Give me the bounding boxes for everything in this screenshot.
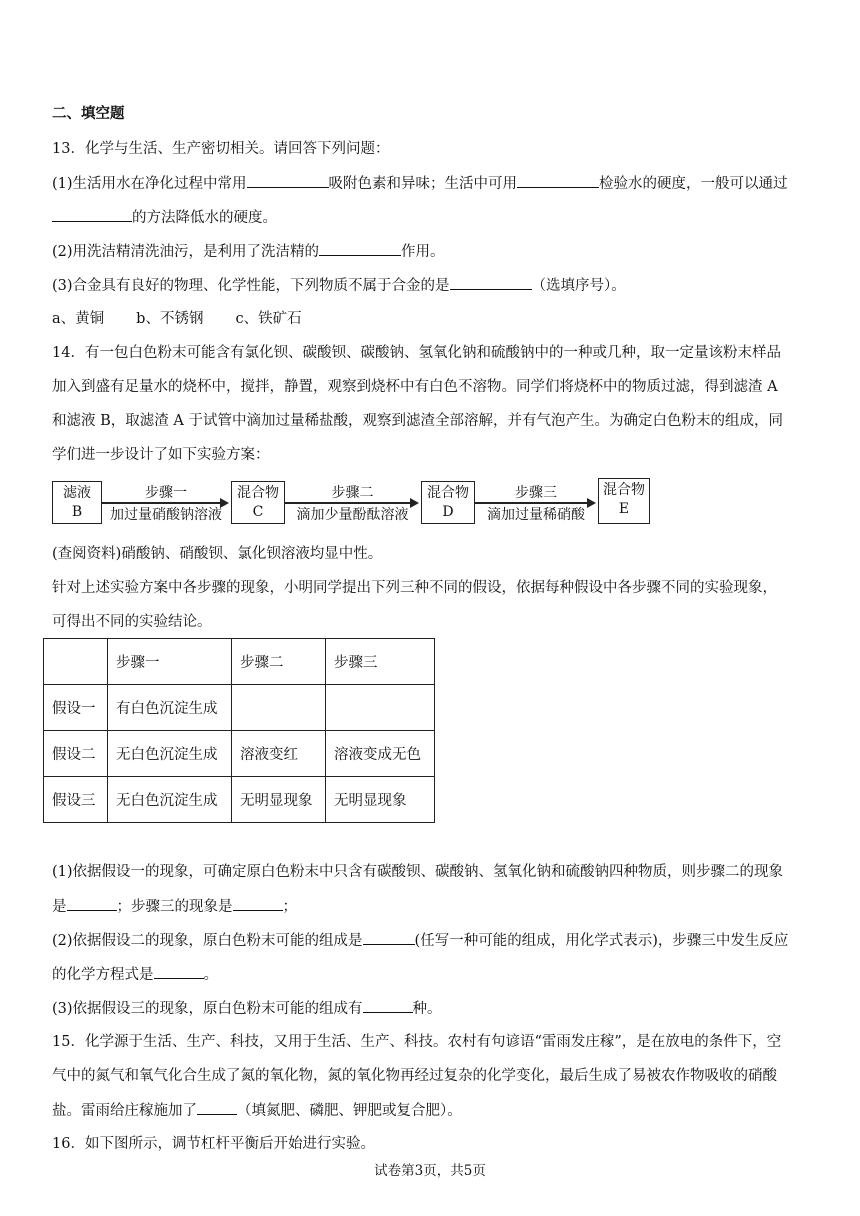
answer-blank[interactable] xyxy=(52,207,132,222)
q15-line2: 气中的氮气和氧气化合生成了氮的氧化物，氮的氧化物再经过复杂的化学变化，最后生成了易被农作物吸收的硝酸 xyxy=(52,1068,777,1084)
q16-line1: 16．如下图所示，调节杠杆平衡后开始进行实验。 xyxy=(52,1136,375,1152)
table-cell: 无白色沉淀生成 xyxy=(108,731,232,777)
flow-box-letter: D xyxy=(442,504,454,520)
answer-blank[interactable] xyxy=(67,896,117,911)
table-cell: 无白色沉淀生成 xyxy=(108,777,232,823)
q13-part3 xyxy=(52,275,626,296)
q14-sub2-text-a: (2)依据假设二的现象，原白色粉末可能的组成是 xyxy=(52,933,363,949)
q14-stem-line1: 14．有一包白色粉末可能含有氯化钡、碳酸钡、碳酸钠、氢氧化钠和硫酸钠中的一种或几种，取一定量该粉末样品 xyxy=(52,345,781,361)
flow-box-letter: B xyxy=(71,504,83,520)
q14-stem-line6: 可得出不同的实验结论。 xyxy=(52,614,212,630)
q13-part1-line1 xyxy=(52,173,788,194)
q13-part3-text-b: （选填序号）。 xyxy=(531,278,626,294)
q13-options xyxy=(52,309,302,329)
q14-sub1-text-b: 是 xyxy=(52,899,67,915)
q13-part2-text-b: 作用。 xyxy=(401,244,445,260)
q14-sub1-text-c: ；步骤三的现象是 xyxy=(116,899,233,915)
flow-box-label: 混合物 xyxy=(603,482,645,498)
flow-box-label: 混合物 xyxy=(427,485,469,501)
answer-blank[interactable] xyxy=(363,998,413,1013)
q13-part1-text-c: 检验水的硬度，一般可以通过 xyxy=(599,176,788,192)
answer-blank[interactable] xyxy=(517,173,599,188)
table-cell xyxy=(44,639,108,685)
q14-sub2-text-b: (任写一种可能的组成，用化学式表示)，步骤三中发生反应 xyxy=(414,933,789,949)
answer-blank[interactable] xyxy=(319,241,401,256)
answer-blank[interactable] xyxy=(197,1100,237,1115)
q14-sub1-text-d: ； xyxy=(282,899,297,915)
q14-sub3-text-a: (3)依据假设三的现象，原白色粉末可能的组成有 xyxy=(52,1001,363,1017)
answer-blank[interactable] xyxy=(233,896,283,911)
q13-part3-text-a: (3)合金具有良好的物理、化学性能，下列物质不属于合金的是 xyxy=(52,278,450,294)
option-c: c、铁矿石 xyxy=(235,311,302,327)
table-cell: 步骤二 xyxy=(232,639,326,685)
table-cell: 无明显现象 xyxy=(326,777,435,823)
flow-box-label: 滤液 xyxy=(63,485,91,501)
q14-stem-line4: 学们进一步设计了如下实验方案： xyxy=(52,447,270,463)
step-3-label: 步骤三 xyxy=(515,485,557,501)
table-cell xyxy=(326,685,435,731)
table-cell xyxy=(232,685,326,731)
table-cell: 假设三 xyxy=(44,777,108,823)
step-2-action: 滴加少量酚酞溶液 xyxy=(296,507,409,523)
table-cell: 有白色沉淀生成 xyxy=(108,685,232,731)
table-cell: 溶液变红 xyxy=(232,731,326,777)
q13-part1-text-b: 吸附色素和异味；生活中可用 xyxy=(328,176,518,192)
q14-sub1-line2 xyxy=(52,896,297,917)
q14-stem-line5: 针对上述实验方案中各步骤的现象，小明同学提出下列三种不同的假设，依据每种假设中各步骤不同的实验现象， xyxy=(52,580,777,596)
q15-line1: 15．化学源于生活、生产、科技，又用于生活、生产、科技。农村有句谚语“雷雨发庄稼”，是在放电的条件下，空 xyxy=(52,1034,782,1050)
q14-sub2-line2 xyxy=(52,964,218,985)
table-cell: 假设二 xyxy=(44,731,108,777)
q13-part1-line2 xyxy=(52,207,277,228)
q14-sub2-text-c: 的化学方程式是 xyxy=(52,967,154,983)
section-title: 二、填空题 xyxy=(52,105,125,122)
table-header-row xyxy=(44,639,435,685)
q13-part2-text-a: (2)用洗洁精清洗油污，是利用了洗洁精的 xyxy=(52,244,320,260)
answer-blank[interactable] xyxy=(363,930,415,945)
q15-text-b: （填氮肥、磷肥、钾肥或复合肥）。 xyxy=(237,1103,462,1119)
flow-box-label: 混合物 xyxy=(237,485,279,501)
answer-blank[interactable] xyxy=(154,964,204,979)
flow-box-filtrate-b xyxy=(52,481,102,524)
table-cell: 无明显现象 xyxy=(232,777,326,823)
q14-sub2-line1 xyxy=(52,930,788,951)
table-cell: 溶液变成无色 xyxy=(326,731,435,777)
step-1-action: 加过量硝酸钠溶液 xyxy=(110,507,222,523)
q15-text-a: 盐。雷雨给庄稼施加了 xyxy=(52,1103,197,1119)
q14-stem-line2: 加入到盛有足量水的烧杯中，搅拌，静置，观察到烧杯中有白色不溶物。同学们将烧杯中的物质过滤，得到滤渣 A xyxy=(52,379,778,395)
hypothesis-table xyxy=(43,638,435,823)
flow-box-mixture-e xyxy=(598,478,650,524)
q13-part1-text-d: 的方法降低水的硬度。 xyxy=(132,210,277,226)
answer-blank[interactable] xyxy=(247,173,329,188)
table-cell: 假设一 xyxy=(44,685,108,731)
q14-sub1-line1: (1)依据假设一的现象，可确定原白色粉末中只含有碳酸钡、碳酸钠、氢氧化钠和硫酸钠四种物质，则步骤二的现象 xyxy=(52,864,784,880)
q13-part1-text-a: (1)生活用水在净化过程中常用 xyxy=(52,176,247,192)
option-b: b、不锈钢 xyxy=(136,311,204,327)
q13-part2 xyxy=(52,241,445,262)
flow-box-mixture-c xyxy=(231,481,285,524)
q14-sub3 xyxy=(52,998,442,1019)
page-footer: 试卷第3页，共5页 xyxy=(374,1163,486,1179)
step-1-label: 步骤一 xyxy=(145,485,187,501)
step-3-action: 滴加过量稀硝酸 xyxy=(487,507,585,523)
option-a: a、黄铜 xyxy=(52,311,105,327)
q13-stem: 13．化学与生活、生产密切相关。请回答下列问题： xyxy=(52,141,390,157)
table-row xyxy=(44,777,435,823)
flow-box-mixture-d xyxy=(421,481,475,524)
q14-stem-line3: 和滤液 B，取滤渣 A 于试管中滴加过量稀盐酸，观察到滤渣全部溶解，并有气泡产生。为确定白色粉末的组成，同 xyxy=(52,413,783,429)
q14-info: (查阅资料)硝酸钠、硝酸钡、氯化钡溶液均显中性。 xyxy=(52,546,383,562)
step-2-label: 步骤二 xyxy=(331,485,374,501)
table-cell: 步骤三 xyxy=(326,639,435,685)
table-cell: 步骤一 xyxy=(108,639,232,685)
q15-line3 xyxy=(52,1100,462,1121)
table-row xyxy=(44,685,435,731)
answer-blank[interactable] xyxy=(450,275,532,290)
q14-sub3-text-b: 种。 xyxy=(412,1001,442,1017)
q14-sub2-text-d: 。 xyxy=(203,967,218,983)
flow-box-letter: E xyxy=(618,501,630,517)
table-row xyxy=(44,731,435,777)
flow-box-letter: C xyxy=(252,504,264,520)
